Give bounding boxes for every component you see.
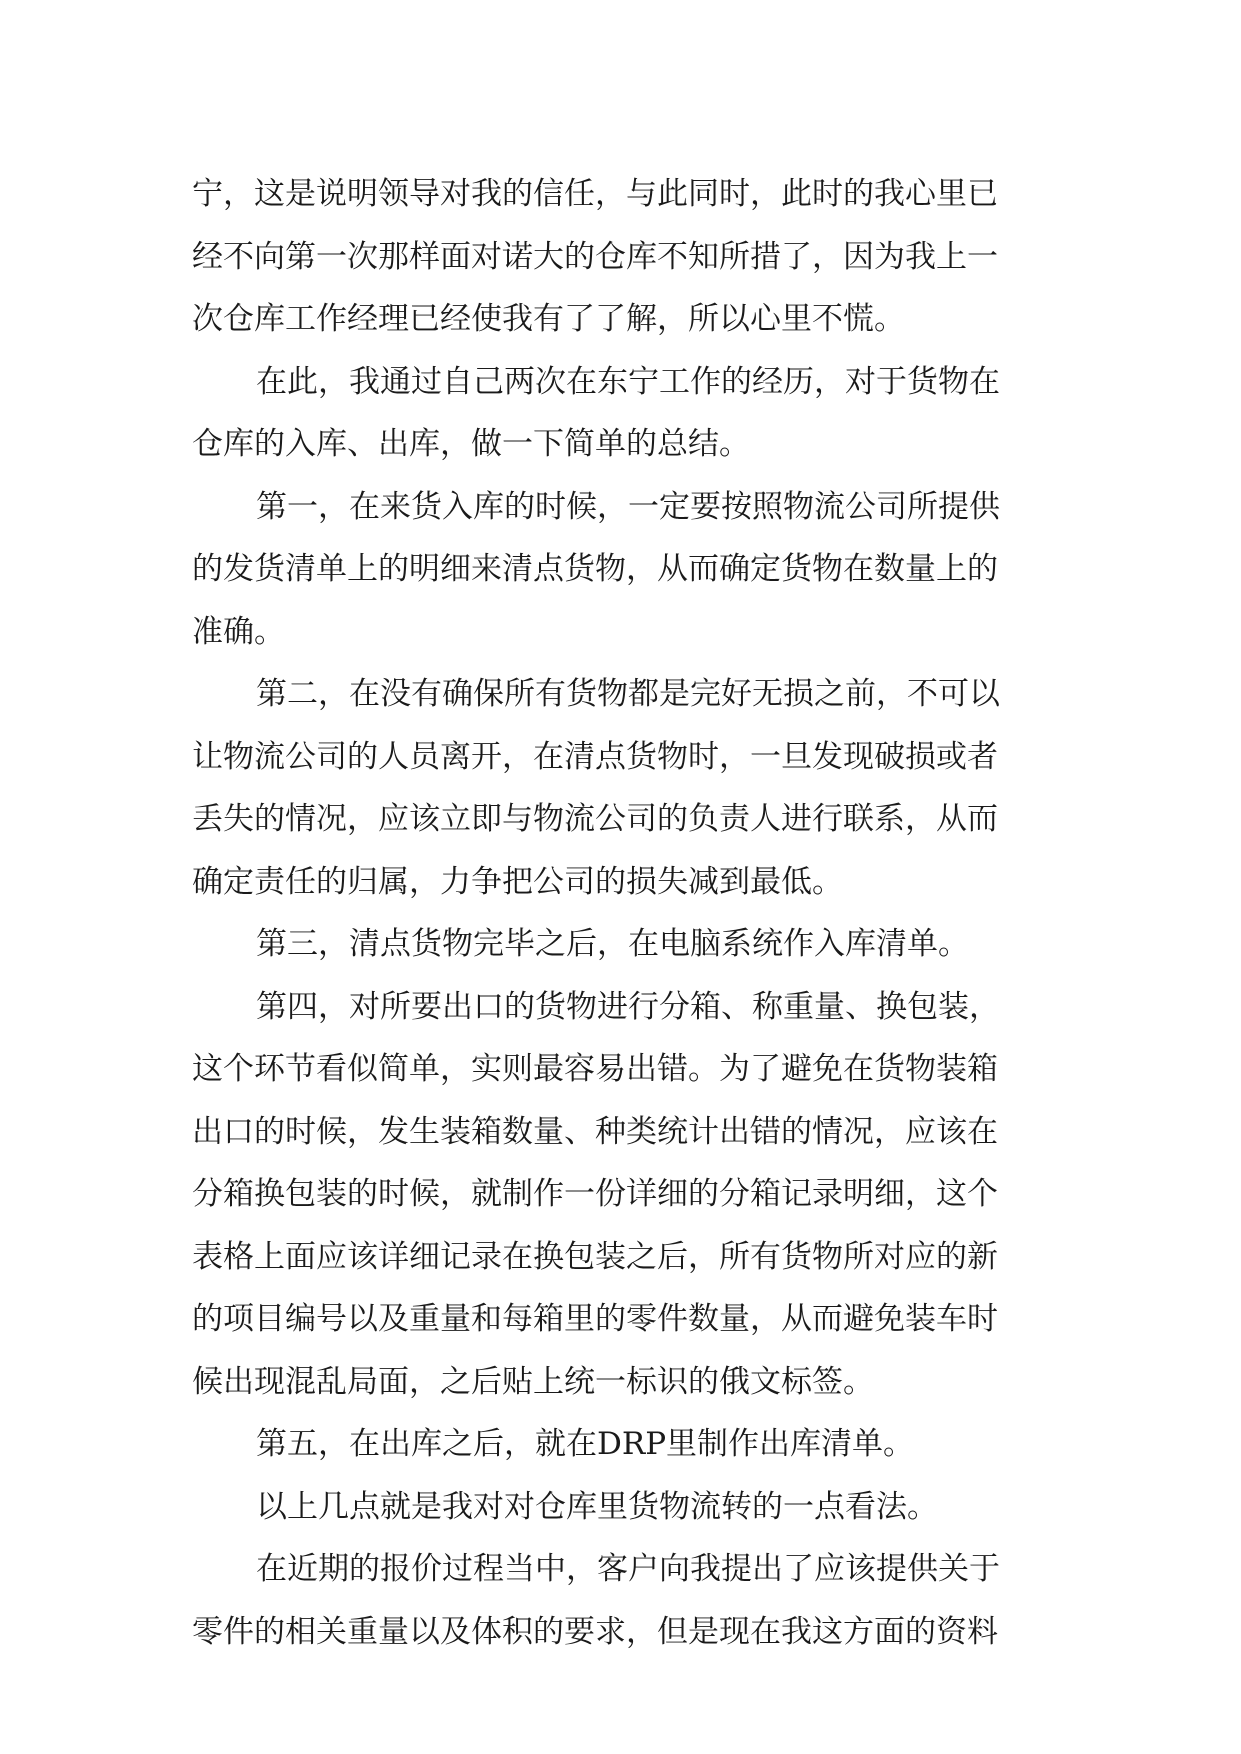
document-body <box>192 163 1062 1663</box>
text-line: 的项目编号以及重量和每箱里的零件数量，从而避免装车时 <box>192 1301 998 1337</box>
text-line: 确定责任的归属，力争把公司的损失减到最低。 <box>192 863 843 900</box>
paragraph-start-line: 以上几点就是我对对仓库里货物流转的一点看法。 <box>256 1488 938 1525</box>
text-line: 让物流公司的人员离开，在清点货物时，一旦发现破损或者 <box>192 738 998 775</box>
paragraph-start-line: 第一，在来货入库的时候，一定要按照物流公司所提供 <box>256 488 1000 525</box>
text-line: 分箱换包装的时候，就制作一份详细的分箱记录明细，这个 <box>192 1176 998 1212</box>
text-line: 表格上面应该详细记录在换包装之后，所有货物所对应的新 <box>192 1238 998 1275</box>
paragraph-start-line: 第五，在出库之后，就在DRP里制作出库清单。 <box>256 1426 915 1462</box>
text-line: 宁，这是说明领导对我的信任，与此同时，此时的我心里已 <box>192 176 998 212</box>
paragraph-start-line: 第三，清点货物完毕之后，在电脑系统作入库清单。 <box>256 926 969 962</box>
text-line: 仓库的入库、出库，做一下简单的总结。 <box>192 426 750 462</box>
text-line: 的发货清单上的明细来清点货物，从而确定货物在数量上的 <box>192 551 998 587</box>
text-line: 候出现混乱局面，之后贴上统一标识的俄文标签。 <box>192 1363 874 1400</box>
text-line: 出口的时候，发生装箱数量、种类统计出错的情况，应该在 <box>192 1113 998 1150</box>
paragraph-start-line: 在此，我通过自己两次在东宁工作的经历，对于货物在 <box>256 363 1000 400</box>
paragraph-start-line: 第四，对所要出口的货物进行分箱、称重量、换包装， <box>256 988 1000 1025</box>
text-line: 零件的相关重量以及体积的要求，但是现在我这方面的资料 <box>192 1613 998 1650</box>
text-line: 准确。 <box>192 613 285 650</box>
text-line: 这个环节看似简单，实则最容易出错。为了避免在货物装箱 <box>192 1051 998 1087</box>
paragraph-start-line: 第二，在没有确保所有货物都是完好无损之前，不可以 <box>256 676 1000 712</box>
text-line: 丢失的情况，应该立即与物流公司的负责人进行联系，从而 <box>192 801 998 837</box>
text-line: 次仓库工作经理已经使我有了了解，所以心里不慌。 <box>192 301 905 337</box>
text-line: 经不向第一次那样面对诺大的仓库不知所措了，因为我上一 <box>192 238 998 275</box>
paragraph-start-line: 在近期的报价过程当中，客户向我提出了应该提供关于 <box>256 1551 1000 1587</box>
